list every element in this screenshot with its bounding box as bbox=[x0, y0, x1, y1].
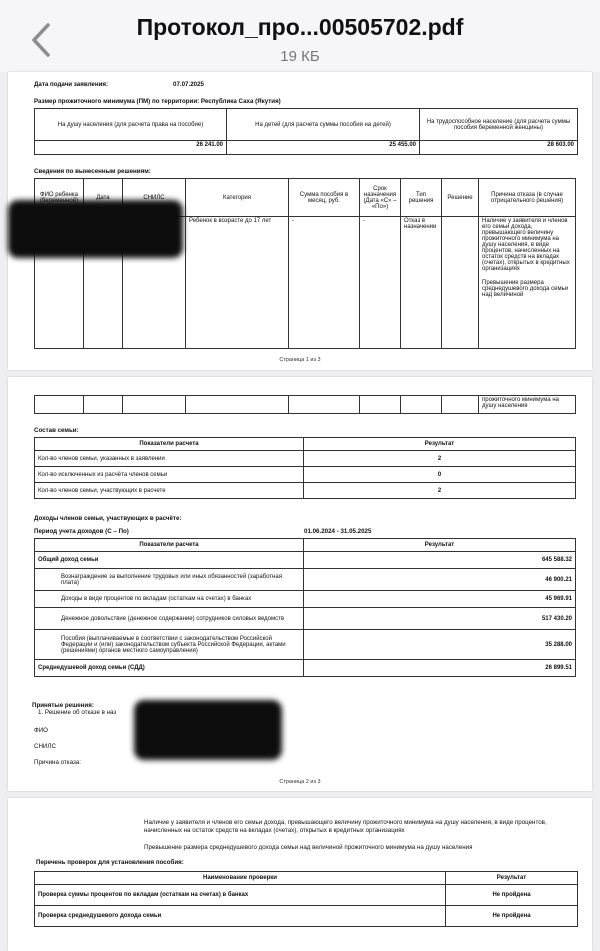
col-header: Тип решения bbox=[401, 179, 442, 217]
reason-text: Наличие у заявителя и членов его семьи дохода, превышающего величину прожиточного минимума на душу населения, в виде процентов, начисленных на остаток средств на вкладах (счетах), открытых в кредитных организациях bbox=[482, 218, 570, 272]
income-row-label: Денежное довольствие (денежное содержание) сотрудников силовых ведомств bbox=[35, 608, 304, 630]
family-row-value: 0 bbox=[304, 467, 576, 483]
page-number: Страница 1 из 3 bbox=[279, 357, 321, 363]
redaction-mark bbox=[134, 700, 282, 760]
refusal-reason-text: Наличие у заявителя и членов его семьи дохода, превышающего величину прожиточного минимума на душу населения, в виде процентов, начисленных на остаток средств на вкладах (счетах), открытых в кредитных организациях bbox=[144, 819, 547, 834]
col-header: Результат bbox=[446, 872, 578, 885]
period-value: 01.06.2024 - 31.05.2025 bbox=[304, 528, 372, 535]
avg-income-value: 26 899.51 bbox=[304, 660, 576, 677]
col-header: Результат bbox=[304, 539, 576, 552]
col-header: ФИО ребенка bbox=[35, 179, 84, 217]
avg-income-label: Среднедушевой доход семьи (СДД) bbox=[35, 660, 304, 677]
income-row-value: 517 430.20 bbox=[304, 608, 576, 630]
col-header: СНИЛС bbox=[123, 179, 186, 217]
col-header: Срок назначения (Дата «С» – «По») bbox=[360, 179, 401, 217]
cell-decision bbox=[442, 217, 479, 349]
pm-value: 25 455.00 bbox=[227, 141, 420, 155]
family-table bbox=[34, 437, 576, 499]
family-row-label: Кол-во членов семьи, указанных в заявлении bbox=[35, 451, 304, 467]
income-total-label: Общий доход семьи bbox=[35, 552, 304, 569]
check-row-label: Проверка суммы процентов по вкладам (остаткам на счетах) в банках bbox=[35, 885, 446, 906]
family-row-value: 2 bbox=[304, 483, 576, 499]
decisions-table-cont bbox=[34, 395, 576, 414]
pdf-page-3[interactable] bbox=[8, 798, 592, 951]
col-header: Наименование проверки bbox=[35, 872, 446, 885]
col-header: Показатели расчета bbox=[35, 438, 304, 451]
col-header: Категория bbox=[186, 179, 289, 217]
income-row-label: Пособия (выплачиваемые в соответствии с законодательством Российской Федерации и (или) законодательством субъекта Российской Федерации, актами (решениями) органов местного самоуправления) bbox=[35, 630, 304, 660]
col-header: Показатели расчета bbox=[35, 539, 304, 552]
viewer-header bbox=[0, 0, 600, 72]
check-row-value: Не пройдена bbox=[446, 906, 578, 927]
col-header: Сумма пособия в месяц, руб. bbox=[289, 179, 360, 217]
accepted-decisions-title: Принятые решения: bbox=[32, 702, 94, 709]
cell-period: - bbox=[360, 217, 401, 349]
pdf-page-2[interactable] bbox=[8, 377, 592, 791]
reason-cont: прожиточного минимума на душу населения bbox=[479, 396, 576, 414]
check-row-label: Проверка среднедушевого дохода семьи bbox=[35, 906, 446, 927]
income-row-value: 46 900.21 bbox=[304, 569, 576, 591]
pm-header: На душу населения (для расчета права на пособие) bbox=[35, 109, 227, 141]
application-date-label: Дата подачи заявления: bbox=[34, 81, 109, 88]
checks-table bbox=[34, 871, 578, 927]
income-row-value: 45 969.91 bbox=[304, 591, 576, 608]
decision-item: 1. Решение об отказе в наз bbox=[38, 709, 117, 716]
col-header: Дата bbox=[84, 179, 123, 217]
pm-header: На детей (для расчета суммы пособия на детей) bbox=[227, 109, 420, 141]
cell-reason bbox=[479, 217, 576, 349]
income-row-label: Вознаграждение за выполнение трудовых или иных обязанностей (заработная плата) bbox=[35, 569, 304, 591]
pm-value: 28 603.00 bbox=[420, 141, 578, 155]
period-label: Период учета доходов (С – По) bbox=[34, 528, 129, 535]
file-title: Протокол_про...00505702.pdf bbox=[136, 14, 464, 40]
refusal-reason-label: Причина отказа: bbox=[34, 759, 81, 766]
income-title: Доходы членов семьи, участвующих в расчёте: bbox=[34, 515, 182, 522]
pm-title: Размер прожиточного минимума (ПМ) по территории: Республика Саха (Якутия) bbox=[34, 98, 281, 105]
decisions-title: Сведения по вынесенным решениям: bbox=[34, 168, 151, 175]
snils-label: СНИЛС bbox=[34, 743, 56, 750]
col-header: Причина отказа (в случае отрицательного решения) bbox=[479, 179, 576, 217]
application-date: 07.07.2025 bbox=[173, 81, 204, 88]
pm-header: На трудоспособное население (для расчета суммы пособия беременной женщины) bbox=[420, 109, 578, 141]
cell-category: Ребенок в возрасте до 17 лет bbox=[186, 217, 289, 349]
income-row-value: 35 288.00 bbox=[304, 630, 576, 660]
fio-label: ФИО bbox=[34, 727, 48, 734]
cell-type: Отказ в назначении bbox=[401, 217, 442, 349]
family-title: Состав семьи: bbox=[34, 427, 79, 434]
page-number: Страница 2 из 3 bbox=[279, 779, 321, 785]
redaction-mark bbox=[8, 200, 183, 258]
family-row-value: 2 bbox=[304, 451, 576, 467]
pm-value: 26 241.00 bbox=[35, 141, 227, 155]
income-row-label: Доходы в виде процентов по вкладам (остаткам на счетах) в банках bbox=[35, 591, 304, 608]
family-row-label: Кол-во исключенных из расчёта членов семьи bbox=[35, 467, 304, 483]
pm-table bbox=[34, 108, 578, 155]
file-size: 19 КБ bbox=[280, 48, 320, 65]
checks-title: Перечень проверок для установления пособия: bbox=[36, 859, 184, 866]
cell-amount: - bbox=[289, 217, 360, 349]
reason-text: Превышение размера среднедушевого дохода семьи над величиной bbox=[482, 280, 569, 298]
check-row-value: Не пройдена bbox=[446, 885, 578, 906]
income-total: 645 588.32 bbox=[304, 552, 576, 569]
income-table bbox=[34, 538, 576, 677]
refusal-reason-text: Превышение размера среднедушевого дохода семьи над величиной прожиточного минимума на душу населения bbox=[144, 844, 473, 851]
pdf-page-1[interactable] bbox=[8, 72, 592, 370]
family-row-label: Кол-во членов семьи, участвующих в расчете bbox=[35, 483, 304, 499]
col-header: Решение bbox=[442, 179, 479, 217]
col-header: Результат bbox=[304, 438, 576, 451]
